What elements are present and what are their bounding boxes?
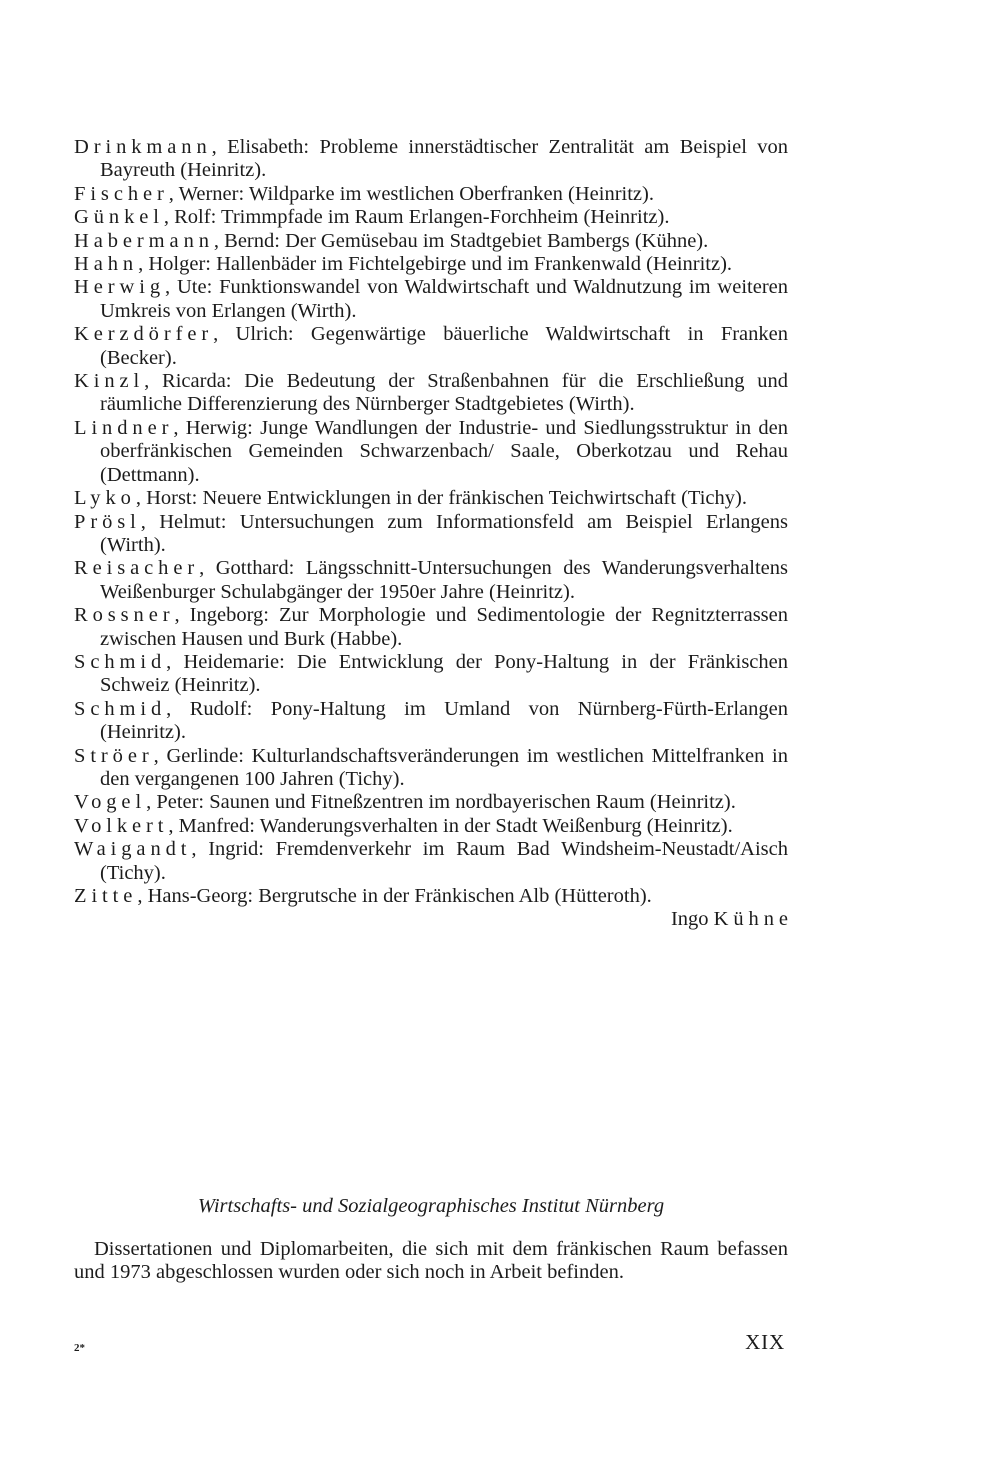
author-surname: Schmid	[74, 697, 167, 720]
list-item	[74, 885, 788, 908]
list-item	[74, 651, 788, 698]
printer-signature-mark: 2*	[74, 1342, 85, 1354]
entry-details: , Holger: Hallenbäder im Fichtelgebirge und im Frankenwald (Heinritz).	[138, 253, 733, 276]
author-surname: Prösl	[74, 510, 141, 533]
list-item	[74, 745, 788, 792]
entry-details: , Heidemarie: Die Entwicklung der Pony-Haltung in der Fränkischen Schweiz (Heinritz).	[100, 650, 788, 697]
list-item	[74, 604, 788, 651]
signature-last-name: Kühne	[713, 908, 793, 931]
entry-details: , Rudolf: Pony-Haltung im Umland von Nürnberg-Fürth-Erlangen (Heinritz).	[100, 697, 788, 744]
list-item	[74, 838, 788, 885]
entry-details: , Gotthard: Längsschnitt-Untersuchungen des Wanderungsverhaltens Weißenburger Schulabgänger der 1950er Jahre (Heinritz).	[100, 557, 788, 603]
entry-details: , Elisabeth: Probleme innerstädtischer Zentralität am Beispiel von Bayreuth (Heinritz).	[100, 136, 788, 182]
entry-details: , Hans-Georg: Bergrutsche in der Fränkischen Alb (Hütteroth).	[137, 885, 652, 907]
author-surname: Volkert	[74, 814, 169, 837]
list-item	[74, 791, 788, 814]
list-item	[74, 323, 788, 370]
author-surname: Kinzl	[74, 370, 145, 393]
author-surname: Kerzdörfer	[74, 323, 214, 346]
author-surname: Drinkmann	[74, 136, 212, 158]
entry-details: , Peter: Saunen und Fitneßzentren im nordbayerischen Raum (Heinritz).	[146, 791, 736, 814]
author-surname: Zitte	[74, 885, 138, 907]
entry-details: , Gerlinde: Kulturlandschaftsveränderungen im westlichen Mittelfranken in den vergangenen 100 Jahren (Tichy).	[100, 744, 788, 790]
entry-details: , Bernd: Der Gemüsebau im Stadtgebiet Bambergs (Kühne).	[213, 229, 709, 252]
author-surname: Waigandt	[74, 838, 192, 861]
signature	[74, 908, 793, 931]
page-number: XIX	[745, 1330, 785, 1354]
signature-first-name: Ingo	[670, 908, 709, 931]
list-item	[74, 557, 788, 604]
entry-details: , Ingrid: Fremdenverkehr im Raum Bad Windsheim-Neustadt/Aisch (Tichy).	[100, 838, 788, 884]
author-surname: Hahn	[74, 253, 139, 276]
list-item	[74, 253, 788, 276]
thesis-entries	[74, 136, 788, 908]
section-heading: Wirtschafts- und Sozialgeographisches Institut Nürnberg	[197, 1195, 665, 1217]
entry-details: , Ulrich: Gegenwärtige bäuerliche Waldwirtschaft in Franken (Becker).	[100, 323, 788, 369]
entry-details: , Helmut: Untersuchungen zum Informationsfeld am Beispiel Erlangens (Wirth).	[100, 510, 788, 556]
list-item	[74, 487, 788, 510]
author-surname: Habermann	[74, 229, 214, 252]
author-surname: Herwig	[74, 276, 165, 299]
entry-details: , Horst: Neuere Entwicklungen in der fränkischen Teichwirtschaft (Tichy).	[135, 487, 747, 510]
list-item	[74, 511, 788, 558]
author-surname: Reisacher	[74, 557, 200, 580]
author-surname: Lindner	[74, 416, 174, 439]
entry-details: , Manfred: Wanderungsverhalten in der Stadt Weißenburg (Heinritz).	[168, 814, 733, 837]
entry-details: , Ingeborg: Zur Morphologie und Sedimentologie der Regnitzterrassen zwischen Hausen und Burk (Habbe).	[100, 604, 788, 650]
author-surname: Lyko	[74, 487, 136, 510]
list-item	[74, 370, 788, 417]
entry-details: , Herwig: Junge Wandlungen der Industrie- und Siedlungsstruktur in den oberfränkischen Gemeinden Schwarzenbach/ Saale, Oberkotzau und Rehau (Dettmann).	[100, 416, 788, 486]
list-item	[74, 815, 788, 838]
list-item	[74, 183, 788, 206]
entry-details: , Ute: Funktionswandel von Waldwirtschaft und Waldnutzung im weiteren Umkreis von Erlangen (Wirth).	[100, 276, 788, 322]
list-item	[74, 136, 788, 183]
entry-details: , Werner: Wildparke im westlichen Oberfranken (Heinritz).	[168, 182, 654, 205]
list-item	[74, 698, 788, 745]
entry-details: , Rolf: Trimmpfade im Raum Erlangen-Forchheim (Heinritz).	[163, 206, 670, 229]
list-item	[74, 206, 788, 229]
entry-details: , Ricarda: Die Bedeutung der Straßenbahnen für die Erschließung und räumliche Differenzierung des Nürnberger Stadtgebietes (Wirth).	[100, 370, 788, 416]
author-surname: Vogel	[74, 791, 147, 814]
list-item	[74, 417, 788, 487]
list-item	[74, 276, 788, 323]
author-surname: Günkel	[74, 206, 164, 229]
intro-paragraph: Dissertationen und Diplomarbeiten, die sich mit dem fränkischen Raum befassen und 1973 abgeschlossen wurden oder sich noch in Arbeit befinden.	[74, 1238, 788, 1284]
author-surname: Schmid	[74, 650, 167, 673]
author-surname: Fischer	[74, 182, 169, 205]
author-surname: Ströer	[74, 744, 154, 767]
author-surname: Rossner	[74, 604, 175, 627]
list-item	[74, 230, 788, 253]
thesis-list	[74, 136, 793, 932]
